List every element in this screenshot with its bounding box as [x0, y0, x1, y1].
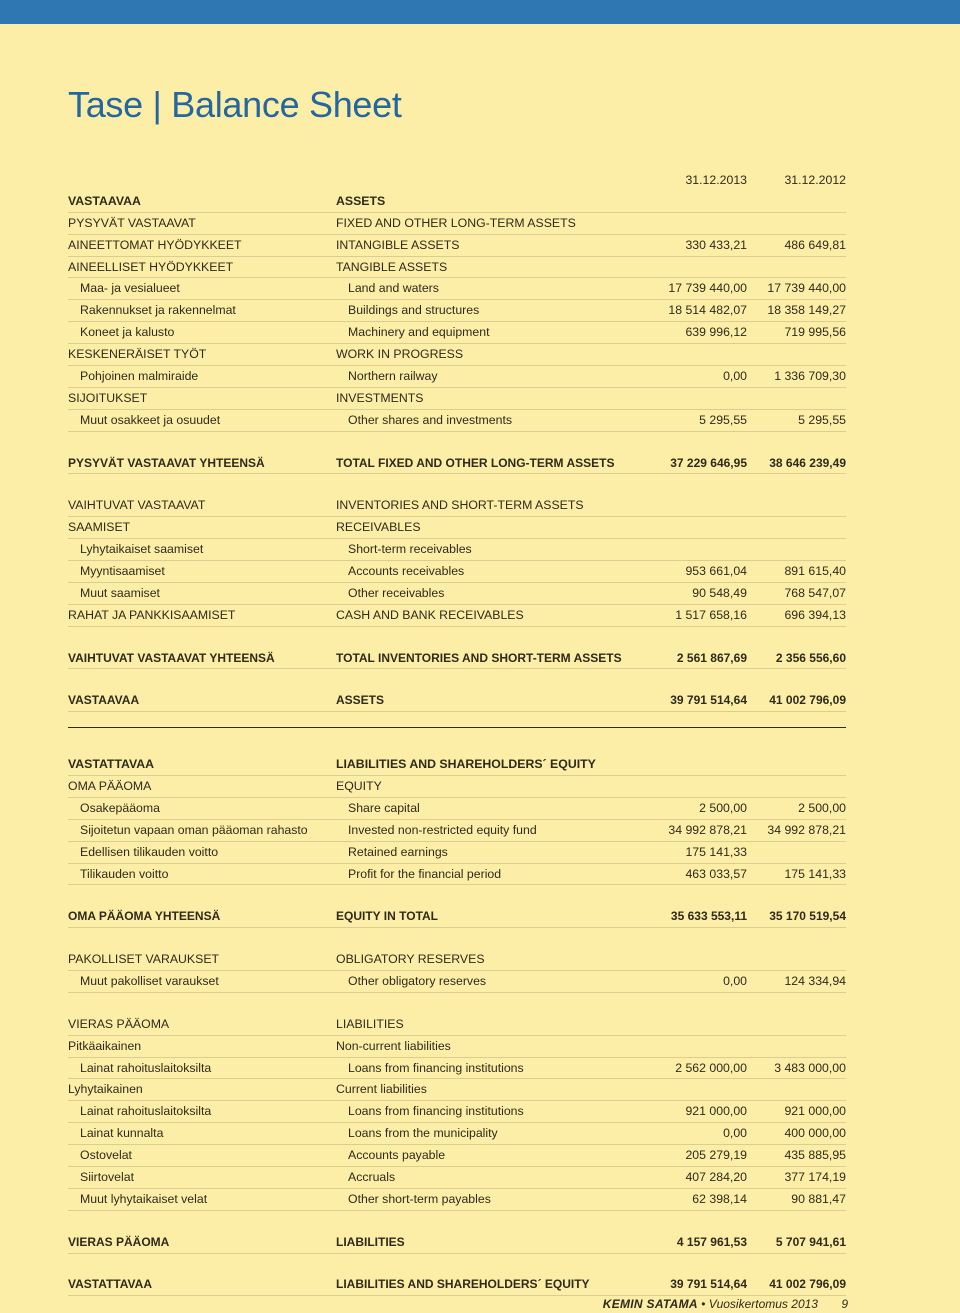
table-row: [68, 344, 846, 366]
value-2013: 953 661,04: [685, 564, 747, 579]
table-row: [68, 1036, 846, 1058]
value-2013: 175 141,33: [685, 844, 747, 859]
finnish-label: Sijoitetun vapaan oman pääoman rahasto: [80, 822, 308, 837]
table-row: [68, 410, 846, 432]
value-2012: 41 002 796,09: [769, 1277, 846, 1292]
english-label: CASH AND BANK RECEIVABLES: [336, 607, 524, 622]
finnish-label: Ostovelat: [80, 1148, 132, 1163]
english-label: OBLIGATORY RESERVES: [336, 952, 485, 967]
value-2012: 921 000,00: [784, 1104, 846, 1119]
value-2013: 35 633 553,11: [670, 909, 747, 924]
table-row: [68, 1123, 846, 1145]
english-label: Share capital: [348, 800, 420, 815]
table-row: [68, 1058, 846, 1080]
table-row: [68, 1101, 846, 1123]
page-number: 9: [841, 1297, 848, 1311]
finnish-label: Osakepääoma: [80, 800, 160, 815]
english-label: Loans from financing institutions: [348, 1060, 524, 1075]
table-row: [68, 322, 846, 344]
table-row: [68, 1079, 846, 1101]
table-row: [68, 776, 846, 798]
value-2013: 2 562 000,00: [675, 1060, 747, 1075]
finnish-label: OMA PÄÄOMA: [68, 778, 152, 793]
english-label: Short-term receivables: [348, 542, 472, 557]
value-2013: 37 229 646,95: [670, 455, 747, 470]
english-label: ASSETS: [336, 693, 385, 708]
table-row: [68, 583, 846, 605]
spacer-row: [68, 474, 846, 495]
finnish-label: Lainat kunnalta: [80, 1126, 164, 1141]
finnish-label: AINEELLISET HYÖDYKKEET: [68, 259, 234, 274]
column-header-row: [68, 170, 846, 191]
english-label: Other obligatory reserves: [348, 973, 487, 988]
value-2013: 17 739 440,00: [668, 281, 747, 296]
value-2013: 330 433,21: [685, 237, 747, 252]
value-2012: 17 739 440,00: [767, 281, 846, 296]
value-2012: 175 141,33: [784, 866, 846, 881]
table-row: [68, 605, 846, 627]
table-row: [68, 1167, 846, 1189]
finnish-label: SIJOITUKSET: [68, 390, 148, 405]
value-2013: 463 033,57: [685, 866, 747, 881]
footer-brand: KEMIN SATAMA: [602, 1297, 698, 1311]
finnish-label: Lainat rahoituslaitoksilta: [80, 1104, 212, 1119]
english-label: LIABILITIES: [336, 1234, 405, 1249]
finnish-label: Koneet ja kalusto: [80, 325, 175, 340]
finnish-label: VIERAS PÄÄOMA: [68, 1234, 170, 1249]
finnish-label: Maa- ja vesialueet: [80, 281, 180, 296]
value-2013: 90 548,49: [692, 585, 747, 600]
spacer-row: [68, 928, 846, 949]
value-2013: 18 514 482,07: [668, 303, 747, 318]
value-2013: 2 561 867,69: [676, 650, 747, 665]
table-row: [68, 539, 846, 561]
table-row: [68, 257, 846, 279]
finnish-label: Pohjoinen malmiraide: [80, 369, 199, 384]
finnish-label: PYSYVÄT VASTAAVAT: [68, 215, 196, 230]
finnish-label: VAIHTUVAT VASTAAVAT YHTEENSÄ: [68, 650, 275, 665]
table-row: [68, 971, 846, 993]
spacer-row: [68, 993, 846, 1014]
balance-sheet-rows: [68, 191, 846, 1296]
english-label: Machinery and equipment: [348, 325, 490, 340]
table-row: [68, 235, 846, 257]
value-2012: 18 358 149,27: [767, 303, 846, 318]
english-label: Northern railway: [348, 369, 438, 384]
table-row: [68, 1014, 846, 1036]
finnish-label: VASTATTAVAA: [68, 1277, 152, 1292]
value-2013: 34 992 878,21: [668, 822, 747, 837]
table-row: [68, 191, 846, 213]
english-label: EQUITY: [336, 778, 382, 793]
english-label: INTANGIBLE ASSETS: [336, 237, 460, 252]
value-2013: 639 996,12: [685, 325, 747, 340]
english-label: INVENTORIES AND SHORT-TERM ASSETS: [336, 498, 584, 513]
table-row: [68, 648, 846, 670]
finnish-label: RAHAT JA PANKKISAAMISET: [68, 607, 236, 622]
finnish-label: Edellisen tilikauden voitto: [80, 844, 219, 859]
value-2012: 377 174,19: [784, 1169, 846, 1184]
spacer-row: [68, 885, 846, 906]
value-2013: 62 398,14: [692, 1191, 747, 1206]
value-2013: 39 791 514,64: [670, 693, 747, 708]
value-2012: 435 885,95: [784, 1148, 846, 1163]
value-2012: 2 356 556,60: [775, 650, 846, 665]
table-row: [68, 300, 846, 322]
spacer-row: [68, 733, 846, 754]
english-label: Buildings and structures: [348, 303, 480, 318]
footer-separator: •: [701, 1297, 706, 1311]
value-2013: 0,00: [723, 1126, 747, 1141]
balance-sheet-table: [68, 170, 846, 1296]
table-row: [68, 949, 846, 971]
value-2013: 5 295,55: [699, 412, 747, 427]
finnish-label: Muut lyhytaikaiset velat: [80, 1191, 208, 1206]
english-label: Current liabilities: [336, 1082, 427, 1097]
table-row: [68, 754, 846, 776]
value-2012: 35 170 519,54: [769, 909, 846, 924]
table-row: [68, 213, 846, 235]
english-label: LIABILITIES: [336, 1016, 404, 1031]
finnish-label: KESKENERÄISET TYÖT: [68, 347, 207, 362]
finnish-label: Tilikauden voitto: [80, 866, 169, 881]
finnish-label: Myyntisaamiset: [80, 564, 165, 579]
table-row: [68, 495, 846, 517]
finnish-label: VIERAS PÄÄOMA: [68, 1016, 170, 1031]
finnish-label: PYSYVÄT VASTAAVAT YHTEENSÄ: [68, 455, 265, 470]
english-label: Accounts receivables: [348, 564, 465, 579]
table-row: [68, 366, 846, 388]
finnish-label: VASTAAVAA: [68, 693, 140, 708]
english-label: Loans from financing institutions: [348, 1104, 524, 1119]
value-2012: 5 295,55: [798, 412, 846, 427]
finnish-label: Siirtovelat: [80, 1169, 134, 1184]
value-2012: 124 334,94: [784, 973, 846, 988]
english-label: INVESTMENTS: [336, 390, 424, 405]
page-title: Tase | Balance Sheet: [68, 84, 402, 125]
english-label: Invested non-restricted equity fund: [348, 822, 537, 837]
value-2012: 41 002 796,09: [769, 693, 846, 708]
value-2012: 3 483 000,00: [774, 1060, 846, 1075]
page-footer: [603, 1297, 848, 1311]
finnish-label: Muut saamiset: [80, 585, 160, 600]
finnish-label: Lainat rahoituslaitoksilta: [80, 1060, 212, 1075]
section-divider: [68, 712, 846, 733]
table-row: [68, 561, 846, 583]
finnish-label: AINEETTOMAT HYÖDYKKEET: [68, 237, 242, 252]
table-row: [68, 1145, 846, 1167]
value-2012: 719 995,56: [784, 325, 846, 340]
table-row: [68, 842, 846, 864]
value-2013: 39 791 514,64: [670, 1277, 747, 1292]
finnish-label: Lyhytaikainen: [68, 1082, 143, 1097]
value-2012: 1 336 709,30: [774, 369, 846, 384]
english-label: ASSETS: [336, 193, 386, 208]
footer-publication: Vuosikertomus 2013: [708, 1297, 818, 1311]
value-2013: 0,00: [723, 369, 747, 384]
english-label: Other short-term payables: [348, 1191, 491, 1206]
value-2012: 5 707 941,61: [775, 1234, 846, 1249]
value-2013: 4 157 961,53: [676, 1234, 747, 1249]
table-row: [68, 278, 846, 300]
english-label: Accruals: [348, 1169, 396, 1184]
english-label: Other receivables: [348, 585, 445, 600]
value-2013: 1 517 658,16: [675, 607, 747, 622]
spacer-row: [68, 432, 846, 453]
value-2012: 2 500,00: [798, 800, 846, 815]
table-row: [68, 517, 846, 539]
finnish-label: SAAMISET: [68, 520, 131, 535]
value-2012: 34 992 878,21: [767, 822, 846, 837]
spacer-row: [68, 669, 846, 690]
spacer-row: [68, 1211, 846, 1232]
table-row: [68, 1232, 846, 1254]
finnish-label: Rakennukset ja rakennelmat: [80, 303, 236, 318]
value-2012: 90 881,47: [791, 1191, 846, 1206]
table-row: [68, 798, 846, 820]
finnish-label: VAIHTUVAT VASTAAVAT: [68, 498, 206, 513]
value-2013: 921 000,00: [685, 1104, 747, 1119]
value-2012: 891 615,40: [784, 564, 846, 579]
table-row: [68, 906, 846, 928]
table-row: [68, 690, 846, 712]
finnish-label: VASTATTAVAA: [68, 757, 155, 772]
english-label: TANGIBLE ASSETS: [336, 259, 448, 274]
finnish-label: Muut pakolliset varaukset: [80, 973, 219, 988]
table-row: [68, 388, 846, 410]
english-label: LIABILITIES AND SHAREHOLDERS´ EQUITY: [336, 757, 596, 772]
value-2012: 768 547,07: [784, 585, 846, 600]
table-row: [68, 820, 846, 842]
top-color-bar: [0, 0, 960, 24]
spacer-row: [68, 627, 846, 648]
english-label: WORK IN PROGRESS: [336, 347, 464, 362]
english-label: Other shares and investments: [348, 412, 513, 427]
finnish-label: Muut osakkeet ja osuudet: [80, 412, 221, 427]
english-label: EQUITY IN TOTAL: [336, 909, 439, 924]
table-row: [68, 1274, 846, 1296]
english-label: Profit for the financial period: [348, 866, 502, 881]
value-2012: 400 000,00: [784, 1126, 846, 1141]
english-label: TOTAL FIXED AND OTHER LONG-TERM ASSETS: [336, 455, 615, 470]
finnish-label: OMA PÄÄOMA YHTEENSÄ: [68, 909, 221, 924]
finnish-label: Pitkäaikainen: [68, 1038, 142, 1053]
value-2012: 486 649,81: [784, 237, 846, 252]
value-2013: 2 500,00: [699, 800, 747, 815]
spacer-row: [68, 1254, 846, 1275]
finnish-label: VASTAAVAA: [68, 193, 141, 208]
english-label: Accounts payable: [348, 1148, 446, 1163]
finnish-label: Lyhytaikaiset saamiset: [80, 542, 204, 557]
english-label: RECEIVABLES: [336, 520, 421, 535]
table-row: [68, 453, 846, 475]
table-row: [68, 864, 846, 886]
english-label: Loans from the municipality: [348, 1126, 498, 1141]
value-2013: 0,00: [723, 973, 747, 988]
value-2012: 38 646 239,49: [769, 455, 846, 470]
value-2013: 205 279,19: [685, 1148, 747, 1163]
value-2013: 407 284,20: [685, 1169, 747, 1184]
english-label: TOTAL INVENTORIES AND SHORT-TERM ASSETS: [336, 650, 622, 665]
english-label: Retained earnings: [348, 844, 448, 859]
table-row: [68, 1189, 846, 1211]
english-label: LIABILITIES AND SHAREHOLDERS´ EQUITY: [336, 1277, 590, 1292]
finnish-label: PAKOLLISET VARAUKSET: [68, 952, 220, 967]
column-header-2013: 31.12.2013: [685, 173, 747, 187]
column-header-2012: 31.12.2012: [784, 173, 846, 187]
value-2012: 696 394,13: [784, 607, 846, 622]
english-label: FIXED AND OTHER LONG-TERM ASSETS: [336, 215, 576, 230]
english-label: Land and waters: [348, 281, 439, 296]
english-label: Non-current liabilities: [336, 1038, 451, 1053]
